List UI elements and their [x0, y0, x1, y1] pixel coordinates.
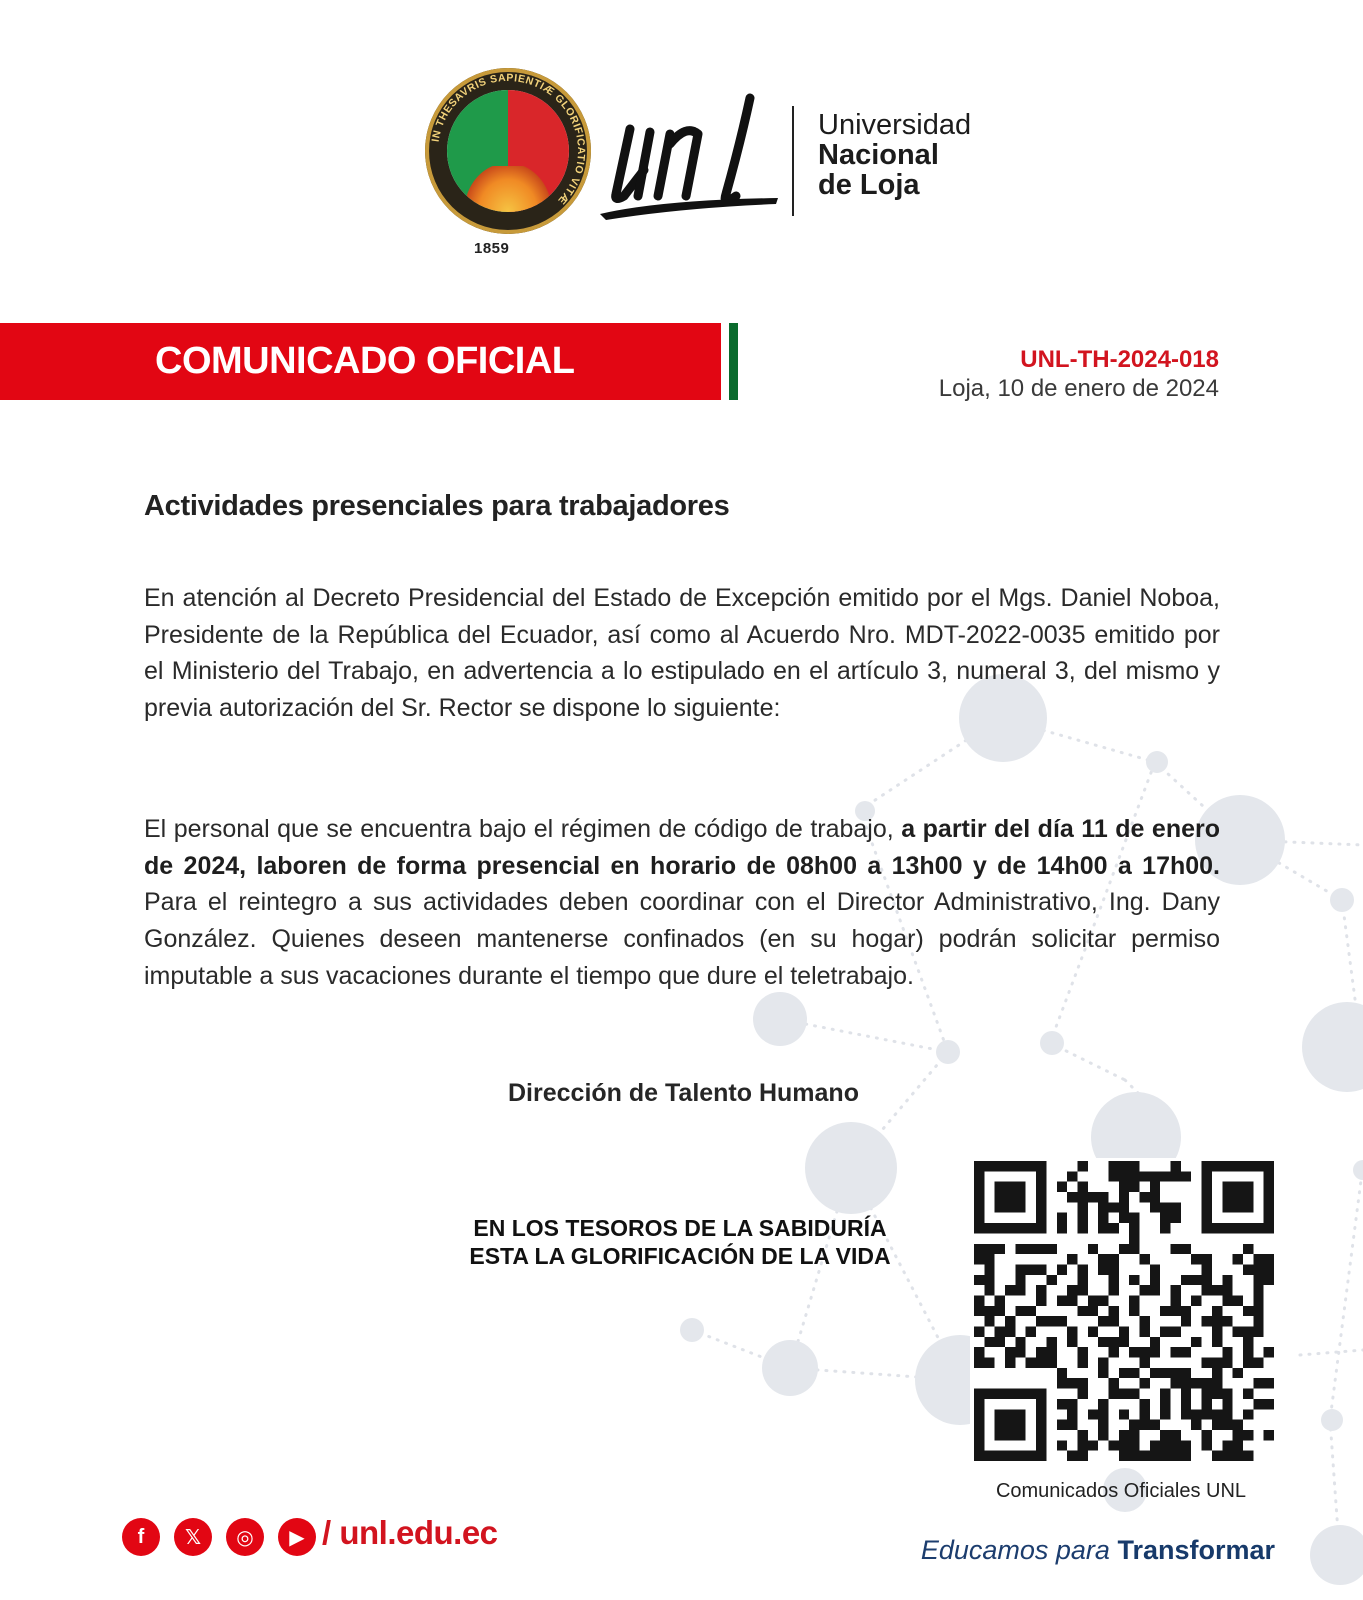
university-seal-logo [425, 68, 591, 234]
seal-year: 1859 [474, 240, 510, 257]
motto-line-1: EN LOS TESOROS DE LA SABIDURÍA [473, 1215, 887, 1241]
tagline [921, 1535, 1275, 1566]
instagram-icon[interactable]: ◎ [226, 1518, 264, 1556]
paragraph-2 [144, 811, 1220, 995]
seal-motto-ring [425, 68, 591, 234]
document-subject: Actividades presenciales para trabajadores [144, 490, 730, 522]
motto-line-2: ESTA LA GLORIFICACIÓN DE LA VIDA [469, 1243, 891, 1269]
institutional-motto [430, 1214, 930, 1270]
tagline-italic: Educamos para [920, 1535, 1118, 1565]
university-name-line-1: Universidad [818, 109, 972, 141]
place-date: Loja, 10 de enero de 2024 [938, 375, 1219, 402]
paragraph-2-lead: El personal que se encuentra bajo el régimen de código de trabajo, [144, 815, 902, 843]
signature: Dirección de Talento Humano [508, 1079, 859, 1107]
banner-title: COMUNICADO OFICIAL [155, 340, 575, 382]
qr-code-icon [974, 1161, 1274, 1461]
x-icon[interactable]: 𝕏 [174, 1518, 212, 1556]
website-link[interactable]: / unl.edu.ec [322, 1514, 498, 1551]
qr-caption: Comunicados Oficiales UNL [995, 1480, 1247, 1502]
university-name-line-3: de Loja [818, 169, 920, 201]
social-links [122, 1518, 316, 1556]
svg-text:IN THESAVRIS SAPIENTIÆ GLORIFI: IN THESAVRIS SAPIENTIÆ GLORIFICATIO VITÆ [429, 71, 588, 207]
university-name-line-2: Nacional [818, 139, 939, 171]
university-name [818, 110, 971, 200]
paragraph-2-rest: Para el reintegro a sus actividades deben coordinar con el Director Administrativo, Ing. Dany González. Quienes deseen mantenerse confinados (en su hogar) podrán solicitar permiso imputable a sus vacaciones durante el tiempo que dure el teletrabajo. [144, 888, 1220, 990]
reference-code: UNL-TH-2024-018 [1020, 346, 1219, 373]
banner-green-accent [727, 323, 738, 400]
unl-script-logo [600, 84, 778, 224]
qr-code[interactable] [970, 1158, 1278, 1464]
paragraph-1: En atención al Decreto Presidencial del Estado de Excepción emitido por el Mgs. Daniel Noboa, Presidente de la República del Ecuador, así como al Acuerdo Nro. MDT-2022-0035 emitido por el Ministerio del Trabajo, en advertencia a lo estipulado en el artículo 3, numeral 3, del mismo y previa autorización del Sr. Rector se dispone lo siguiente: [144, 584, 1220, 723]
facebook-icon[interactable]: f [122, 1518, 160, 1556]
paragraph-2-bold: a partir del día 11 de enero de 2024, laboren de forma presencial en horario de 08h00 a 13h00 y de 14h00 a 17h00. [144, 815, 1220, 880]
tagline-bold: Transformar [1117, 1535, 1275, 1565]
logo-divider [792, 106, 794, 216]
youtube-icon[interactable]: ▶ [278, 1518, 316, 1556]
